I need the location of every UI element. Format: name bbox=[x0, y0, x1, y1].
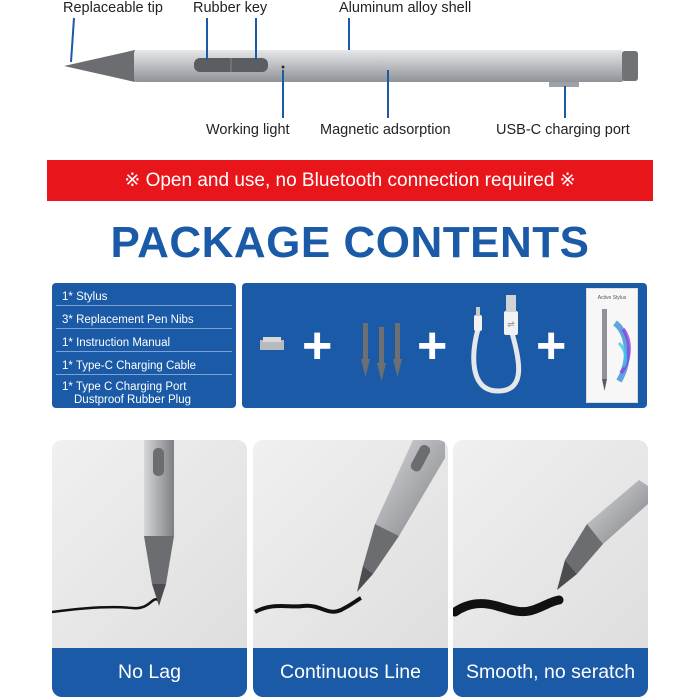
contents-list bbox=[52, 283, 236, 408]
label-replaceable-tip: Replaceable tip bbox=[63, 0, 163, 16]
list-item: 1* Stylus bbox=[56, 289, 232, 306]
list-item-line-1: 1* Type C Charging Port bbox=[62, 381, 187, 393]
label-rubber-key: Rubber key bbox=[193, 0, 268, 16]
page-title: PACKAGE CONTENTS bbox=[110, 218, 590, 267]
panel-continuous-line bbox=[253, 440, 448, 697]
label-working-light: Working light bbox=[206, 122, 290, 138]
label-magnetic-adsorption: Magnetic adsorption bbox=[320, 122, 451, 138]
contents-illustration bbox=[242, 283, 647, 408]
rubber-plug-icon bbox=[259, 335, 285, 355]
label-aluminum-shell: Aluminum alloy shell bbox=[339, 0, 472, 16]
stylus-tip bbox=[64, 50, 135, 82]
label-usb-port: USB-C charging port bbox=[496, 122, 630, 138]
instruction-manual bbox=[586, 288, 638, 403]
list-item: 1* Instruction Manual bbox=[56, 335, 232, 352]
list-item: 1* Type-C Charging Cable bbox=[56, 358, 232, 375]
working-light-dot bbox=[282, 66, 285, 69]
charging-cable-icon bbox=[468, 291, 528, 397]
panel-smooth bbox=[453, 440, 648, 697]
list-item bbox=[56, 381, 232, 407]
panel-caption: Smooth, no seratch bbox=[453, 648, 648, 697]
manual-title: Active Stylus bbox=[597, 295, 627, 301]
plus-icon: + bbox=[417, 317, 448, 375]
panel-caption: Continuous Line bbox=[253, 648, 448, 697]
list-item-line-2: Dustproof Rubber Plug bbox=[74, 394, 191, 406]
plus-icon: + bbox=[536, 317, 567, 375]
plus-icon: + bbox=[302, 317, 333, 375]
red-banner: ※ Open and use, no Bluetooth connection required ※ bbox=[47, 160, 653, 201]
manual-art bbox=[593, 303, 633, 399]
panel-no-lag bbox=[52, 440, 247, 697]
pen-nibs-icon bbox=[358, 321, 408, 383]
stylus-cap bbox=[622, 51, 638, 81]
list-item: 3* Replacement Pen Nibs bbox=[56, 312, 232, 329]
panel-caption: No Lag bbox=[52, 648, 247, 697]
svg-text:⇌: ⇌ bbox=[507, 320, 515, 330]
